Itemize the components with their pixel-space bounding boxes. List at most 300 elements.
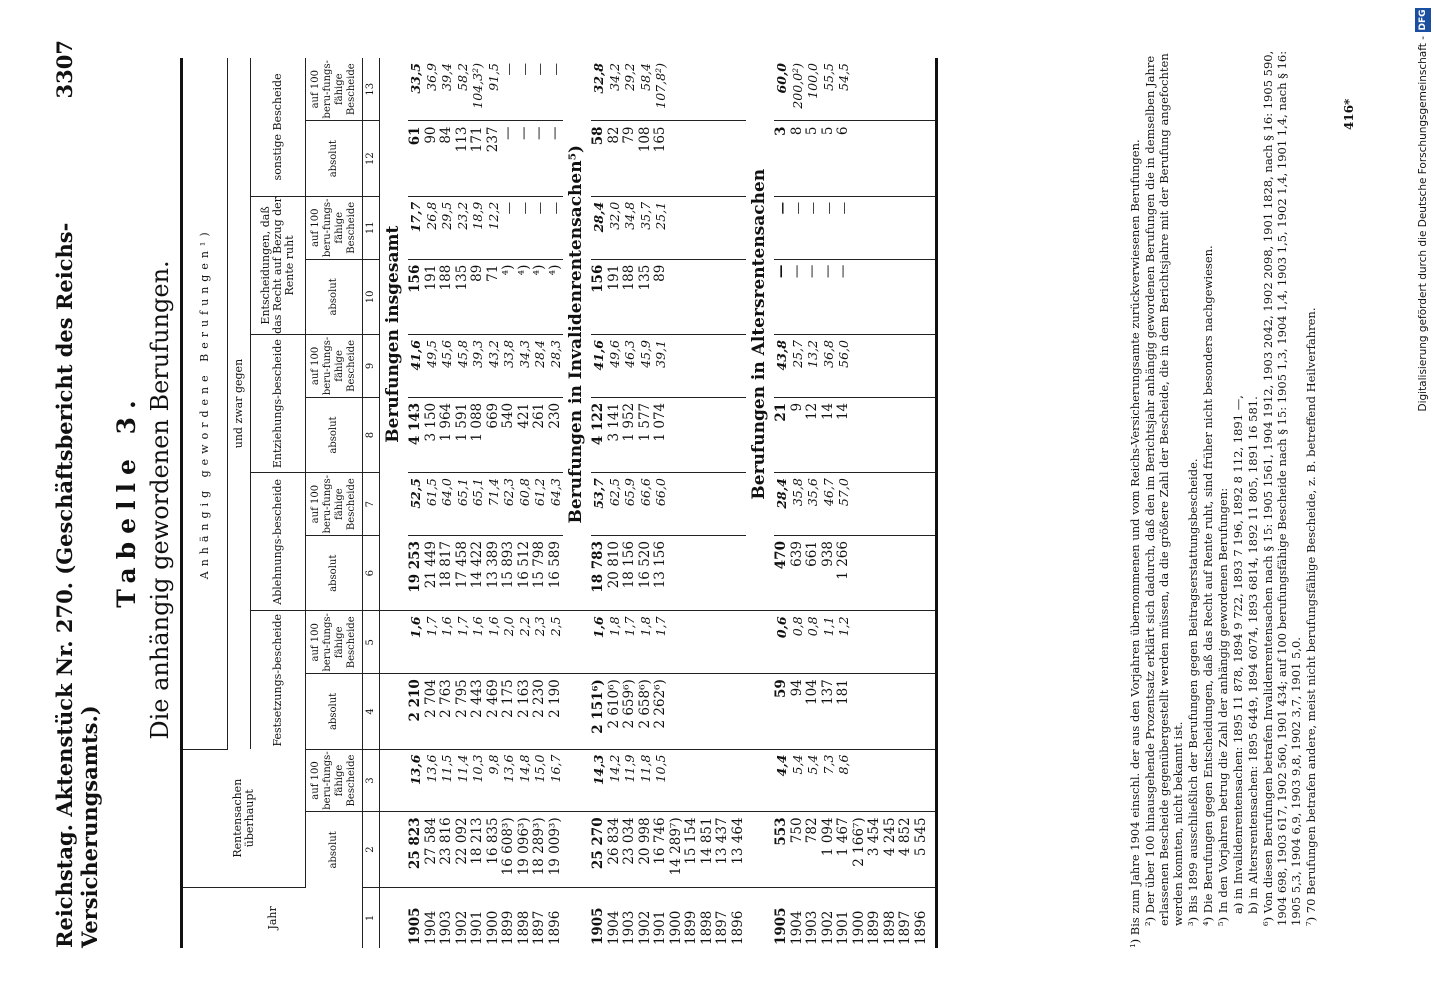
table-cell: 29,5 xyxy=(439,196,455,259)
column-number: 12 xyxy=(363,121,380,196)
table-row xyxy=(470,58,486,948)
column-number: 5 xyxy=(363,611,380,674)
year-cell: 1897 xyxy=(714,910,730,945)
table-cell xyxy=(867,749,883,812)
bottom-rule-cell xyxy=(929,58,937,121)
table-cell: 65,1 xyxy=(470,473,486,536)
table-row xyxy=(852,58,868,948)
table-cell: 28,4 xyxy=(774,473,790,536)
table-cell: 54,5 xyxy=(836,58,852,121)
table-cell: ⁴) xyxy=(532,259,548,334)
table-cell: 71,4 xyxy=(486,473,502,536)
table-cell: 19 009³) xyxy=(548,812,564,887)
table-cell: 12,2 xyxy=(486,196,502,259)
table-cell: — xyxy=(517,196,533,259)
year-cell: 1900 xyxy=(850,910,867,945)
col-sub-absolut: absolut xyxy=(306,674,363,749)
table-row xyxy=(821,58,837,948)
table-cell: 11,4 xyxy=(455,749,471,812)
table-cell xyxy=(852,674,868,749)
bottom-rule-cell xyxy=(929,397,937,472)
table-cell: — xyxy=(517,121,533,196)
table-cell: 66,6 xyxy=(638,473,654,536)
table-cell xyxy=(669,397,685,472)
table-row xyxy=(715,58,731,948)
year-cell: 1897 xyxy=(897,910,913,945)
table-cell xyxy=(715,749,731,812)
table-cell: 46,7 xyxy=(821,473,837,536)
table-cell xyxy=(883,259,899,334)
table-cell: — xyxy=(805,259,821,334)
table-cell xyxy=(731,749,747,812)
table-cell: 29,2 xyxy=(622,58,638,121)
table-cell xyxy=(669,121,685,196)
table-cell: 28,4 xyxy=(591,196,607,259)
table-cell xyxy=(883,536,899,611)
table-cell xyxy=(898,259,914,334)
table-cell xyxy=(883,611,899,674)
table-cell xyxy=(883,196,899,259)
table-cell: 13 464 xyxy=(731,812,747,887)
table-cell: 79 xyxy=(622,121,638,196)
table-cell xyxy=(700,611,716,674)
table-cell: 36,8 xyxy=(821,335,837,398)
table-cell: 35,8 xyxy=(790,473,806,536)
table-cell: 8,6 xyxy=(836,749,852,812)
table-cell: 661 xyxy=(805,536,821,611)
table-cell: 14 289⁷) xyxy=(669,812,685,887)
year-cell: 1905 xyxy=(773,907,789,945)
table-cell: 1 266 xyxy=(836,536,852,611)
table-row xyxy=(638,58,654,948)
section-title: Berufungen in Altersrentensachen xyxy=(746,58,774,611)
table-cell xyxy=(715,121,731,196)
section-title: Berufungen insgesamt xyxy=(380,58,409,611)
table-row xyxy=(548,58,564,948)
column-number: 6 xyxy=(363,536,380,611)
table-cell: 14 xyxy=(836,397,852,472)
footnote: b) in Altersrentensachen: 1895 6449, 1894 6074, 1893 6814, 1892 11 805, 1891 16 581. xyxy=(1246,396,1260,914)
table-cell: 1 088 xyxy=(470,397,486,472)
table-cell xyxy=(867,335,883,398)
table-cell: 2,5 xyxy=(548,611,564,674)
table-cell xyxy=(669,536,685,611)
section-spacer-cell xyxy=(746,812,774,887)
table-cell xyxy=(898,473,914,536)
table-cell xyxy=(867,611,883,674)
table-cell: 188 xyxy=(439,259,455,334)
table-cell: 5 xyxy=(821,121,837,196)
table-cell: 540 xyxy=(501,397,517,472)
year-cell: 1902 xyxy=(453,910,470,945)
table-cell: 9 xyxy=(790,397,806,472)
table-cell xyxy=(867,473,883,536)
table-cell: 1,7 xyxy=(424,611,440,674)
table-cell xyxy=(715,473,731,536)
table-cell: 4 245 xyxy=(883,812,899,887)
table-cell: 3 xyxy=(774,121,790,196)
table-cell: 7,3 xyxy=(821,749,837,812)
year-cell: 1898 xyxy=(881,910,898,945)
table-row xyxy=(898,58,914,948)
footnote: ²) Der über 100 hinausgehende Prozentsatz erklärt sich dadurch, daß den im Berichtsjahr anhängig gewordenen Berufungen die in demselben Jahre erlassenen Bescheide gegenübergestellt werden müssen, da die größere Zahl der Bescheide, die in dem Berichtsjahre mit der Berufung angefochten werden konnten, nicht bekannt ist. xyxy=(1143,53,1185,926)
bottom-rule-cell xyxy=(929,121,937,196)
table-cell: — xyxy=(517,58,533,121)
table-cell: 2 190 xyxy=(548,674,564,749)
table-cell: 669 xyxy=(486,397,502,472)
table-cell: 938 xyxy=(821,536,837,611)
table-cell xyxy=(669,259,685,334)
section-year-cell xyxy=(746,887,774,948)
table-cell: 750 xyxy=(790,812,806,887)
table-cell: — xyxy=(532,121,548,196)
table-cell xyxy=(731,121,747,196)
table-cell xyxy=(731,674,747,749)
table-cell xyxy=(914,536,930,611)
table-cell: 2,0 xyxy=(501,611,517,674)
table-cell xyxy=(731,397,747,472)
table-cell xyxy=(684,473,700,536)
table-cell: 39,1 xyxy=(653,335,669,398)
table-cell: 33,5 xyxy=(408,58,424,121)
footnote: ⁴) Die Berufungen gegen Entscheidungen, daß das Recht auf Rente ruht, sind früher nicht besonders nachgewiesen. xyxy=(1201,245,1215,926)
footnote: a) in Invalidenrentensachen: 1895 11 878, 1894 9 722, 1893 7 196, 1892 8 112, 1891 —, xyxy=(1231,395,1245,914)
table-cell xyxy=(669,196,685,259)
section-spacer-cell xyxy=(746,674,774,749)
bottom-rule-cell xyxy=(929,473,937,536)
table-row xyxy=(669,58,685,948)
table-cell xyxy=(898,121,914,196)
table-cell: 1,7 xyxy=(622,611,638,674)
table-body xyxy=(380,58,937,948)
table-cell: 21 449 xyxy=(424,536,440,611)
table-cell xyxy=(898,58,914,121)
table-cell: 2 210 xyxy=(408,674,424,749)
year-cell: 1898 xyxy=(698,910,715,945)
table-cell: 0,6 xyxy=(774,611,790,674)
table-cell: 0,8 xyxy=(790,611,806,674)
table-cell: — xyxy=(774,196,790,259)
table-cell: 3 150 xyxy=(424,397,440,472)
table-cell xyxy=(914,196,930,259)
table-cell: 1,2 xyxy=(836,611,852,674)
table-cell: 22 092 xyxy=(455,812,471,887)
table-cell xyxy=(715,335,731,398)
table-cell: 19 253 xyxy=(408,536,424,611)
column-number: 3 xyxy=(363,749,380,812)
table-cell xyxy=(914,397,930,472)
table-cell xyxy=(715,397,731,472)
table-cell: 1,6 xyxy=(470,611,486,674)
column-number: 9 xyxy=(363,335,380,398)
footnote: ⁶) Von diesen Berufungen betrafen Invalidenrentensachen nach § 15: 1905 1561, 1904 1912, 1903 2042, 1902 2098, 1901 1828, nach § 16: 1905 590, 1904 698, 1903 617, 1902 560, 1901 434; auf 100 berufungsfähige Bescheide nach § 15: 1905 1,3, 1904 1,4, 1903 1,5, 1902 1,4, 1901 1,4, nach § 16: 1905 5,3, 1904 6,9, 1903 9,8, 1902 3,7, 1901 5,0. xyxy=(1261,50,1303,926)
table-cell: 14,3 xyxy=(591,749,607,812)
year-cell: 1899 xyxy=(866,910,882,945)
column-number: 1 xyxy=(363,887,380,948)
table-cell: 16 746 xyxy=(653,812,669,887)
table-cell: 11,8 xyxy=(638,749,654,812)
table-cell: 1 467 xyxy=(836,812,852,887)
table-cell: 62,5 xyxy=(607,473,623,536)
table-cell: 18,9 xyxy=(470,196,486,259)
table-cell: 181 xyxy=(836,674,852,749)
table-cell: 32,8 xyxy=(591,58,607,121)
table-cell: 2 262⁶) xyxy=(653,674,669,749)
table-cell xyxy=(852,259,868,334)
table-cell: 33,8 xyxy=(501,335,517,398)
table-cell xyxy=(883,335,899,398)
table-cell: 39,4 xyxy=(439,58,455,121)
table-cell: 20 998 xyxy=(638,812,654,887)
table-cell: 421 xyxy=(517,397,533,472)
table-cell: 108 xyxy=(638,121,654,196)
table-cell: 639 xyxy=(790,536,806,611)
table-cell: 3 141 xyxy=(607,397,623,472)
section-spacer-cell xyxy=(563,749,591,812)
table-cell: 18 156 xyxy=(622,536,638,611)
table-cell: 1 577 xyxy=(638,397,654,472)
table-cell: 20 810 xyxy=(607,536,623,611)
table-cell xyxy=(700,196,716,259)
table-cell: 1,8 xyxy=(638,611,654,674)
table-cell: 200,0²) xyxy=(790,58,806,121)
table-cell xyxy=(684,121,700,196)
table-cell: 104,3²) xyxy=(470,58,486,121)
column-number: 4 xyxy=(363,674,380,749)
table-cell: 39,3 xyxy=(470,335,486,398)
table-row xyxy=(607,58,623,948)
table-row xyxy=(731,58,747,948)
table-cell: 65,9 xyxy=(622,473,638,536)
col-header-entziehung: Entziehungs-bescheide xyxy=(251,335,306,473)
table-cell: 34,3 xyxy=(517,335,533,398)
table-cell: 94 xyxy=(790,674,806,749)
table-cell: 26,8 xyxy=(424,196,440,259)
table-row xyxy=(774,58,790,948)
table-cell: 82 xyxy=(607,121,623,196)
table-cell xyxy=(898,674,914,749)
table-cell xyxy=(684,749,700,812)
bottom-rule-cell xyxy=(929,812,937,887)
col-header-und-zwar: und zwar gegen xyxy=(228,58,251,749)
page-number: 3307 xyxy=(52,40,77,99)
table-cell: — xyxy=(501,58,517,121)
table-row xyxy=(836,58,852,948)
year-cell: 1896 xyxy=(912,910,929,945)
table-cell: 36,9 xyxy=(424,58,440,121)
table-cell: 14 xyxy=(821,397,837,472)
section-heading-row xyxy=(563,58,591,948)
table-subtitle: Die anhängig gewordenen Berufungen. xyxy=(146,260,174,740)
section-spacer-cell xyxy=(563,611,591,674)
header-title: Reichstag. Aktenstück Nr. 270. (Geschäftsbericht des Reichs-Versicherungsamts.) xyxy=(52,222,102,948)
column-number: 11 xyxy=(363,196,380,259)
year-cell: 1900 xyxy=(667,910,684,945)
table-cell xyxy=(731,611,747,674)
table-cell: — xyxy=(532,58,548,121)
table-cell xyxy=(914,259,930,334)
table-cell: 10,5 xyxy=(653,749,669,812)
table-cell xyxy=(731,473,747,536)
table-cell: 135 xyxy=(638,259,654,334)
table-cell: 135 xyxy=(455,259,471,334)
table-cell xyxy=(731,335,747,398)
table-cell: 137 xyxy=(821,674,837,749)
table-cell xyxy=(700,58,716,121)
table-cell: 90 xyxy=(424,121,440,196)
table-cell: 60,0 xyxy=(774,58,790,121)
table-cell: 10,3 xyxy=(470,749,486,812)
table-cell xyxy=(852,397,868,472)
table-cell: 2 443 xyxy=(470,674,486,749)
table-row xyxy=(684,58,700,948)
table-cell: 156 xyxy=(408,259,424,334)
table-cell xyxy=(700,335,716,398)
table-cell: 46,3 xyxy=(622,335,638,398)
column-number: 2 xyxy=(363,812,380,887)
year-cell: 1899 xyxy=(500,910,516,945)
table-cell: 16 512 xyxy=(517,536,533,611)
table-cell: 1 952 xyxy=(622,397,638,472)
section-year-cell xyxy=(380,887,409,948)
table-cell: 34,2 xyxy=(607,58,623,121)
table-cell: 16 608³) xyxy=(501,812,517,887)
footnote: ³) Bis 1899 ausschließlich der Berufungen gegen Beitragserstattungsbescheide. xyxy=(1186,458,1200,926)
table-cell: 27 584 xyxy=(424,812,440,887)
year-cell: 1902 xyxy=(636,910,653,945)
table-cell: 61,2 xyxy=(532,473,548,536)
table-cell: 13,2 xyxy=(805,335,821,398)
year-cell: 1903 xyxy=(804,910,820,945)
section-spacer-cell xyxy=(746,611,774,674)
table-cell: 45,8 xyxy=(455,335,471,398)
table-cell: 59 xyxy=(774,674,790,749)
year-cell: 1903 xyxy=(621,910,637,945)
table-cell: 41,6 xyxy=(408,335,424,398)
table-cell: 2 175 xyxy=(501,674,517,749)
table-cell xyxy=(898,196,914,259)
table-row xyxy=(517,58,533,948)
table-cell: 62,3 xyxy=(501,473,517,536)
table-cell: 21 xyxy=(774,397,790,472)
year-cell: 1896 xyxy=(546,910,563,945)
table-cell: 4 852 xyxy=(898,812,914,887)
table-cell: 35,7 xyxy=(638,196,654,259)
table-cell: 2 151⁶) xyxy=(591,674,607,749)
table-cell xyxy=(684,397,700,472)
table-cell: 237 xyxy=(486,121,502,196)
year-cell: 1903 xyxy=(438,910,454,945)
table-cell: 165 xyxy=(653,121,669,196)
dfg-credit-text: Digitalisierung gefördert durch die Deutsche Forschungsgemeinschaft - xyxy=(1417,36,1429,412)
table-cell: 107,8²) xyxy=(653,58,669,121)
table-cell: ⁴) xyxy=(517,259,533,334)
table-cell: 2 704 xyxy=(424,674,440,749)
table-cell xyxy=(898,397,914,472)
table-cell xyxy=(914,749,930,812)
table-cell: 8 xyxy=(790,121,806,196)
footnote: ⁷) 70 Berufungen betrafen andere, meist nicht berufungsfähige Bescheide, z. B. betreffend Heilverfahren. xyxy=(1304,307,1318,926)
table-cell: — xyxy=(501,121,517,196)
table-cell: 28,4 xyxy=(532,335,548,398)
table-cell: 2,2 xyxy=(517,611,533,674)
table-cell: 71 xyxy=(486,259,502,334)
table-cell: 156 xyxy=(591,259,607,334)
table-cell xyxy=(883,121,899,196)
table-cell xyxy=(852,536,868,611)
section-spacer-cell xyxy=(380,812,409,887)
table-cell: 1,6 xyxy=(408,611,424,674)
table-cell xyxy=(883,58,899,121)
table-row xyxy=(532,58,548,948)
table-cell xyxy=(731,536,747,611)
table-cell: 23,2 xyxy=(455,196,471,259)
section-spacer-cell xyxy=(380,749,409,812)
table-cell xyxy=(715,58,731,121)
table-cell: 66,0 xyxy=(653,473,669,536)
section-spacer-cell xyxy=(746,749,774,812)
table-cell: 782 xyxy=(805,812,821,887)
table-cell: 171 xyxy=(470,121,486,196)
table-cell: 2 230 xyxy=(532,674,548,749)
table-cell: 2,3 xyxy=(532,611,548,674)
table-cell: 1,1 xyxy=(821,611,837,674)
table-row xyxy=(591,58,607,948)
table-cell xyxy=(898,536,914,611)
table-cell: 17,7 xyxy=(408,196,424,259)
table-cell xyxy=(684,611,700,674)
table-cell: 2 658⁶) xyxy=(638,674,654,749)
table-cell: 230 xyxy=(548,397,564,472)
table-row xyxy=(914,58,930,948)
footnote: ¹) Bis zum Jahre 1904 einschl. der aus den Vorjahren übernommenen und vom Reichs-Versicherungsamte zurückverwiesenen Berufungen. xyxy=(1128,139,1142,948)
table-cell xyxy=(700,121,716,196)
table-row xyxy=(867,58,883,948)
bottom-rule-cell xyxy=(929,749,937,812)
table-cell: 61,5 xyxy=(424,473,440,536)
year-cell: 1898 xyxy=(515,910,532,945)
table-cell xyxy=(898,749,914,812)
table-cell: 25 270 xyxy=(591,812,607,887)
table-cell: 1,8 xyxy=(607,611,623,674)
table-cell: 28,3 xyxy=(548,335,564,398)
table-cell: 18 213 xyxy=(470,812,486,887)
table-cell xyxy=(914,611,930,674)
table-cell: 17 458 xyxy=(455,536,471,611)
table-cell xyxy=(715,259,731,334)
col-sub-auf100: auf 100 beru-fungs-fähige Bescheide xyxy=(306,196,363,259)
table-cell: 53,7 xyxy=(591,473,607,536)
table-cell: 18 817 xyxy=(439,536,455,611)
table-cell: 43,8 xyxy=(774,335,790,398)
table-cell xyxy=(684,259,700,334)
table-cell: 13,6 xyxy=(424,749,440,812)
col-sub-auf100: auf 100 beru-fungs-fähige Bescheide xyxy=(306,58,363,121)
running-header xyxy=(52,30,102,960)
table-row xyxy=(790,58,806,948)
table-cell xyxy=(883,749,899,812)
table-cell: 45,9 xyxy=(638,335,654,398)
table-cell xyxy=(700,749,716,812)
table-cell: 84 xyxy=(439,121,455,196)
section-spacer-cell xyxy=(380,611,409,674)
table-cell xyxy=(914,335,930,398)
column-number: 13 xyxy=(363,58,380,121)
table-cell xyxy=(867,259,883,334)
table-cell: — xyxy=(548,196,564,259)
table-cell xyxy=(914,674,930,749)
table-cell: 45,6 xyxy=(439,335,455,398)
